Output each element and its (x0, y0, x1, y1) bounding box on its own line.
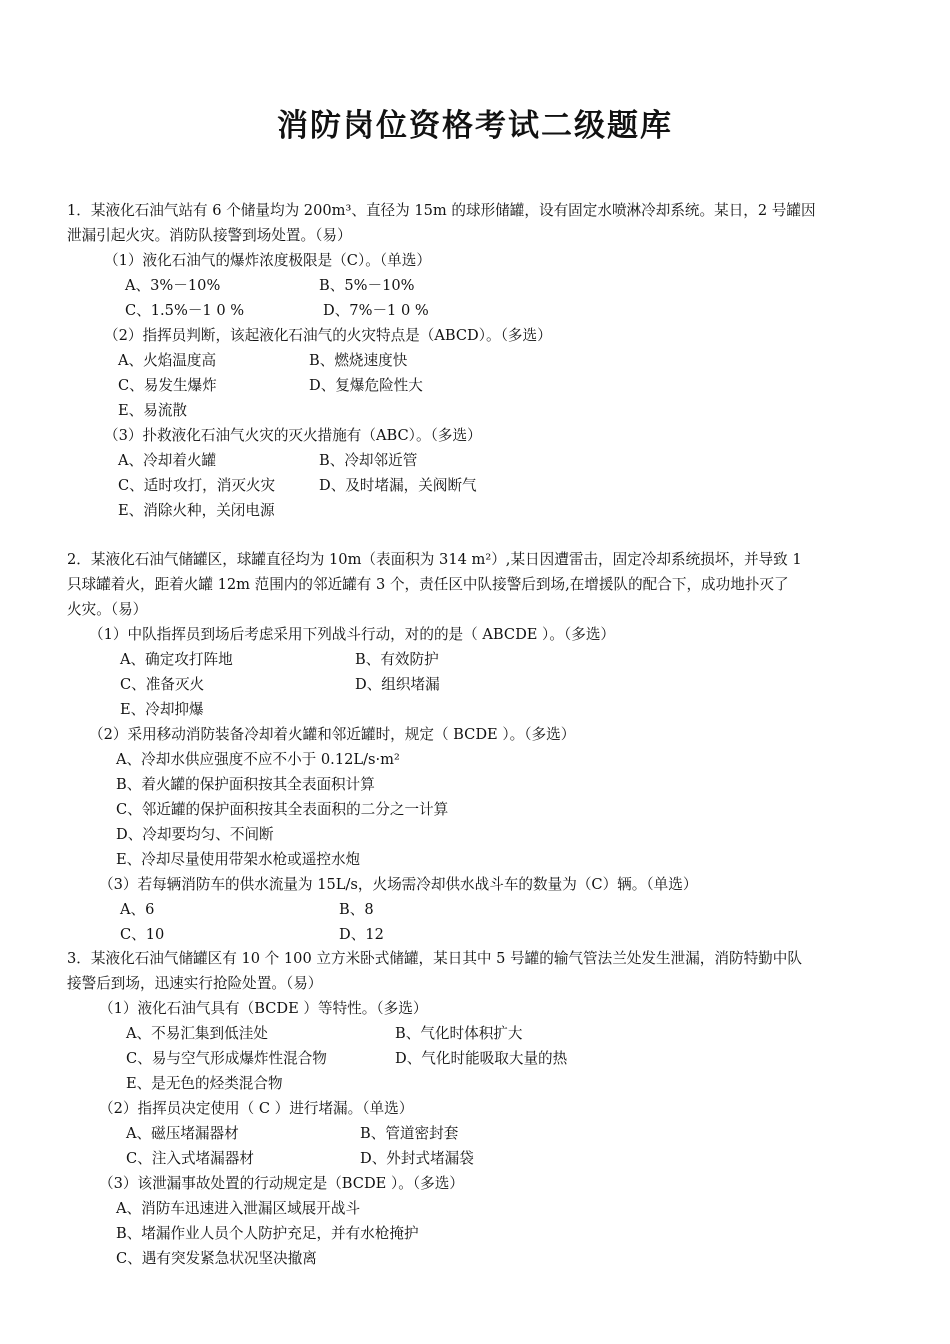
q2-stem-line1: 2．某液化石油气储罐区，球罐直径均为 10m（表面积为 314 m²）,某日因遭雷击，固定冷却系统损坏，并导致 1 (67, 551, 802, 568)
q3-sub1-option-a: A、不易汇集到低洼处 (126, 1025, 268, 1042)
q1-sub3-option-b: B、冷却邻近管 (319, 452, 418, 469)
q3-sub3-option-b: B、堵漏作业人员个人防护充足，并有水枪掩护 (116, 1225, 419, 1242)
q3-sub1-option-b: B、气化时体积扩大 (395, 1025, 523, 1042)
q2-sub2-option-a: A、冷却水供应强度不应不小于 0.12L/s·m² (116, 751, 400, 768)
q2-sub1-option-c: C、准备灭火 (120, 676, 205, 693)
q1-sub1-option-a: A、3%－10% (125, 277, 221, 294)
q3-sub2-option-a: A、磁压堵漏器材 (126, 1125, 239, 1142)
q2-sub3-option-a: A、6 (120, 901, 155, 918)
q2-stem-line2: 只球罐着火，距着火罐 12m 范围内的邻近罐有 3 个，责任区中队接警后到场,在增援队的配合下，成功地扑灭了 (67, 576, 789, 593)
q2-sub2-option-c: C、邻近罐的保护面积按其全表面积的二分之一计算 (116, 801, 449, 818)
q2-stem-line3: 火灾。（易） (67, 601, 148, 618)
q1-sub2-option-d: D、复爆危险性大 (309, 377, 423, 394)
q2-sub1-option-e: E、冷却抑爆 (120, 701, 204, 718)
q1-sub3-option-a: A、冷却着火罐 (118, 452, 217, 469)
q3-sub1-option-c: C、易与空气形成爆炸性混合物 (126, 1050, 327, 1067)
q1-sub3-option-c: C、适时攻打，消灭火灾 (118, 477, 276, 494)
q2-sub2-option-b: B、着火罐的保护面积按其全表面积计算 (116, 776, 375, 793)
q3-stem-line1: 3．某液化石油气储罐区有 10 个 100 立方米卧式储罐，某日其中 5 号罐的输气管法兰处发生泄漏，消防特勤中队 (67, 950, 802, 967)
q1-stem-line2: 泄漏引起火灾。消防队接警到场处置。（易） (67, 227, 352, 244)
q2-sub2-option-d: D、冷却要均匀、不间断 (116, 826, 274, 843)
q2-sub3-option-d: D、12 (339, 926, 384, 943)
q3-sub2-question: （2）指挥员决定使用（ C ）进行堵漏。（单选） (99, 1100, 414, 1117)
q3-sub3-option-c: C、遇有突发紧急状况坚决撤离 (116, 1250, 317, 1267)
q1-sub2-question: （2）指挥员判断，该起液化石油气的火灾特点是（ABCD）。（多选） (104, 327, 552, 344)
q1-sub1-option-c: C、1.5%－1 0 % (125, 302, 245, 319)
q3-sub3-option-a: A、消防车迅速进入泄漏区域展开战斗 (116, 1200, 361, 1217)
q3-sub1-option-d: D、气化时能吸取大量的热 (395, 1050, 568, 1067)
q3-sub3-question: （3）该泄漏事故处置的行动规定是（BCDE ）。（多选） (99, 1175, 464, 1192)
q2-sub2-question: （2）采用移动消防装备冷却着火罐和邻近罐时，规定（ BCDE ）。（多选） (89, 726, 576, 743)
q1-sub3-option-d: D、及时堵漏，关阀断气 (319, 477, 477, 494)
q1-stem-line1: 1．某液化石油气站有 6 个储量均为 200m³、直径为 15m 的球形储罐，设有固定水喷淋冷却系统。某日，2 号罐因 (67, 202, 816, 219)
q3-sub1-question: （1）液化石油气具有（BCDE ）等特性。（多选） (99, 1000, 428, 1017)
q2-sub1-option-a: A、确定攻打阵地 (120, 651, 233, 668)
q3-stem-line2: 接警后到场，迅速实行抢险处置。（易） (67, 975, 323, 992)
q1-sub1-option-d: D、7%－1 0 % (323, 302, 429, 319)
q3-sub2-option-c: C、注入式堵漏器材 (126, 1150, 254, 1167)
q1-sub2-option-b: B、燃烧速度快 (309, 352, 408, 369)
q2-sub3-option-c: C、10 (120, 926, 165, 943)
q1-sub1-option-b: B、5%－10% (319, 277, 415, 294)
q3-sub2-option-d: D、外封式堵漏袋 (360, 1150, 474, 1167)
q1-sub2-option-a: A、火焰温度高 (118, 352, 217, 369)
document-title: 消防岗位资格考试二级题库 (277, 108, 673, 144)
q1-sub3-option-e: E、消除火种，关闭电源 (118, 502, 275, 519)
q2-sub1-question: （1）中队指挥员到场后考虑采用下列战斗行动，对的的是（ ABCDE ）。（多选） (89, 626, 616, 643)
q2-sub1-option-b: B、有效防护 (355, 651, 439, 668)
q1-sub3-question: （3）扑救液化石油气火灾的灭火措施有（ABC）。（多选） (104, 427, 482, 444)
q2-sub3-question: （3）若每辆消防车的供水流量为 15L/s，火场需冷却供水战斗车的数量为（C）辆。（单选） (99, 876, 698, 893)
q2-sub1-option-d: D、组织堵漏 (355, 676, 440, 693)
q2-sub2-option-e: E、冷却尽量使用带架水枪或遥控水炮 (116, 851, 361, 868)
q1-sub2-option-c: C、易发生爆炸 (118, 377, 217, 394)
q3-sub2-option-b: B、管道密封套 (360, 1125, 459, 1142)
q2-sub3-option-b: B、8 (339, 901, 374, 918)
q3-sub1-option-e: E、是无色的烃类混合物 (126, 1075, 283, 1092)
q1-sub2-option-e: E、易流散 (118, 402, 188, 419)
q1-sub1-question: （1）液化石油气的爆炸浓度极限是（C）。（单选） (104, 252, 431, 269)
